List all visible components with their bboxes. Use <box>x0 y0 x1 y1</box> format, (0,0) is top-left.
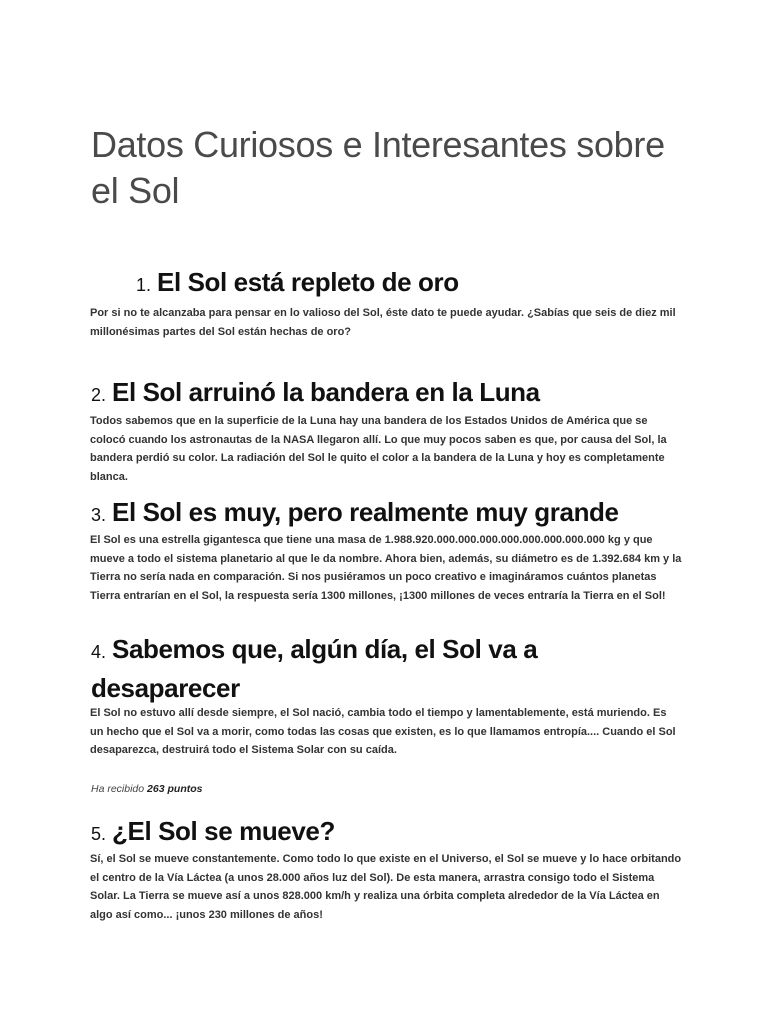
section-heading-text: El Sol arruinó la bandera en la Luna <box>112 377 540 407</box>
section-paragraph-5: Sí, el Sol se mueve constantemente. Como todo lo que existe en el Universo, el Sol se mueve y lo hace orbitando el centro de la Vía Láctea (a unos 28.000 años luz del Sol). De esta manera, arrastra consigo todo el Sistema Solar. La Tierra se mueve así a unos 828.000 km/h y realiza una órbita completa alrededor de la Vía Láctea en algo así como... ¡unos 230 millones de años! <box>90 853 682 921</box>
votes-unit: puntos <box>167 783 203 795</box>
votes-line <box>91 781 203 797</box>
votes-count: 263 <box>147 783 165 795</box>
section-number: 1. <box>136 275 152 295</box>
votes-prefix: Ha recibido <box>91 783 145 795</box>
section-heading-3 <box>91 494 619 533</box>
page-title: Datos Curiosos e Interesantes sobre el Sol <box>91 124 665 211</box>
section-paragraph-4: El Sol no estuvo allí desde siempre, el Sol nació, cambia todo el tiempo y lamentablemente, está muriendo. Es un hecho que el Sol va a morir, como todas las cosas que existen, es lo que llamamos entropía.... Cuando el Sol desaparezca, destruirá todo el Sistema Solar con su caída. <box>90 707 676 756</box>
section-heading-2 <box>91 374 540 413</box>
section-paragraph-1: Por si no te alcanzaba para pensar en lo valioso del Sol, éste dato te puede ayudar. ¿Sabías que seis de diez mil millonésimas partes del Sol están hechas de oro? <box>90 307 676 338</box>
section-heading-text: ¿El Sol se mueve? <box>112 816 335 846</box>
section-heading-text: El Sol es muy, pero realmente muy grande <box>112 497 619 527</box>
section-paragraph-3: El Sol es una estrella gigantesca que tiene una masa de 1.988.920.000.000.000.000.000.000.000.000 kg y que mueve a todo el sistema planetario al que le da nombre. Ahora bien, además, su diámetro es de 1.392.684 km y la Tierra no sería nada en comparación. Si nos pusiéramos un poco creativo e imagináramos cuántos planetas Tierra entrarían en el Sol, la respuesta sería 1300 millones, ¡1300 millones de veces entraría la Tierra en el Sol! <box>90 534 682 602</box>
section-heading-4 <box>91 631 651 706</box>
section-heading-text: El Sol está repleto de oro <box>157 267 459 297</box>
section-number: 5. <box>91 824 107 844</box>
section-paragraph-2: Todos sabemos que en la superficie de la Luna hay una bandera de los Estados Unidos de América que se colocó cuando los astronautas de la NASA llegaron allí. Lo que muy pocos saben es que, por causa del Sol, la bandera perdió su color. La radiación del Sol le quito el color a la bandera de la Luna y hoy es completamente blanca. <box>90 415 667 483</box>
section-heading-text: Sabemos que, algún día, el Sol va a desaparecer <box>91 634 538 703</box>
section-number: 3. <box>91 505 107 525</box>
section-number: 2. <box>91 385 107 405</box>
section-heading-5 <box>91 813 335 852</box>
section-heading-1 <box>136 264 459 303</box>
section-number: 4. <box>91 642 107 662</box>
